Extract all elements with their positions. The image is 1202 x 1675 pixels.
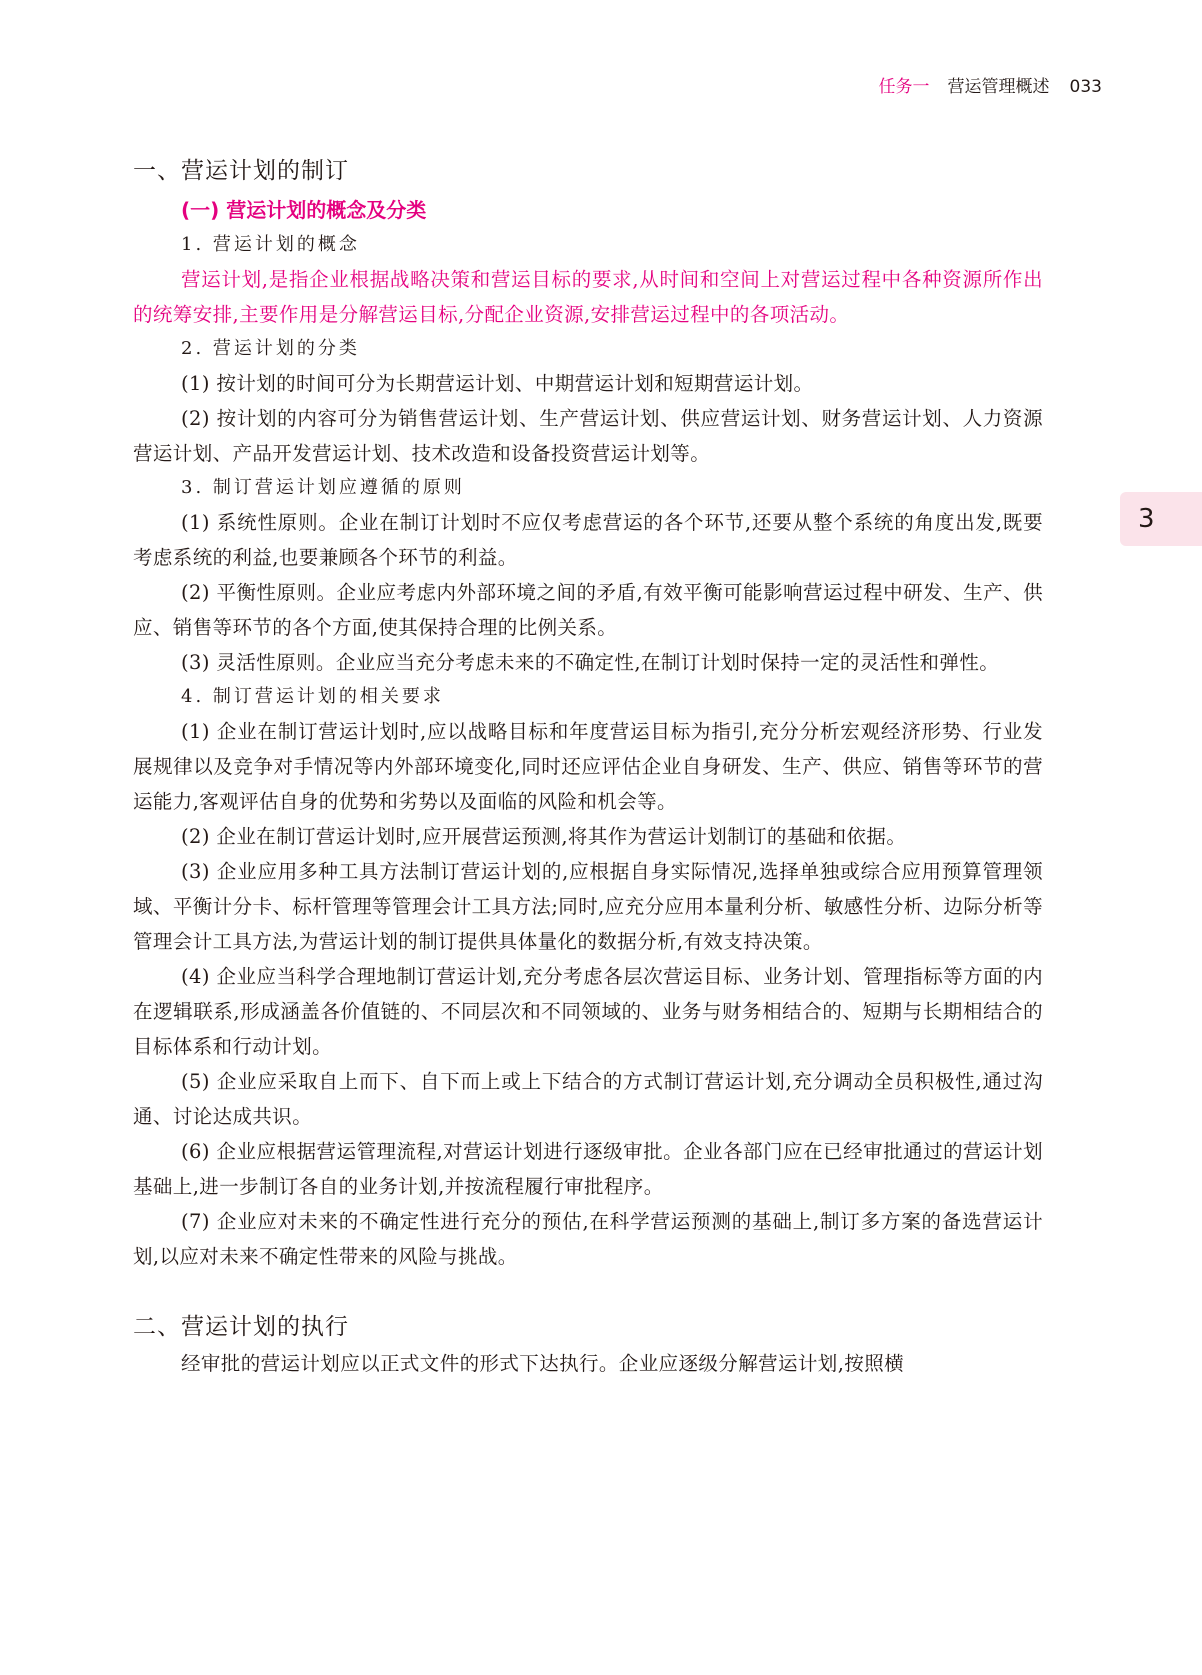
principle-item-1: (1) 系统性原则。企业在制订计划时不应仅考虑营运的各个环节,还要从整个系统的角度出发,既要考虑系统的利益,也要兼顾各个环节的利益。 [133,511,1043,569]
heading-requirements: 4. 制订营运计划的相关要求 [181,686,444,707]
principle-item-3: (3) 灵活性原则。企业应当充分考虑未来的不确定性,在制订计划时保持一定的灵活性和弹性。 [181,651,1000,674]
chapter-side-tab: 3 [1120,492,1202,546]
classification-item-2: (2) 按计划的内容可分为销售营运计划、生产营运计划、供应营运计划、财务营运计划、人力资源营运计划、产品开发营运计划、技术改造和设备投资营运计划等。 [133,407,1043,465]
page-body [133,152,1043,1381]
requirement-item-6: (6) 企业应根据营运管理流程,对营运计划进行逐级审批。企业各部门应在已经审批通过的营运计划基础上,进一步制订各自的业务计划,并按流程履行审批程序。 [133,1140,1043,1198]
classification-item-1: (1) 按计划的时间可分为长期营运计划、中期营运计划和短期营运计划。 [181,372,814,395]
chapter-title: 营运管理概述 [947,77,1050,97]
section-spacer [133,1274,1043,1308]
requirement-item-4: (4) 企业应当科学合理地制订营运计划,充分考虑各层次营运目标、业务计划、管理指标等方面的内在逻辑联系,形成涵盖各价值链的、不同层次和不同领域的、业务与财务相结合的、短期与长期相结合的目标体系和行动计划。 [133,965,1043,1058]
principle-item-2: (2) 平衡性原则。企业应考虑内外部环境之间的矛盾,有效平衡可能影响营运过程中研发、生产、供应、销售等环节的各个方面,使其保持合理的比例关系。 [133,581,1043,639]
heading-principles: 3. 制订营运计划应遵循的原则 [181,477,465,498]
requirement-item-5: (5) 企业应采取自上而下、自下而上或上下结合的方式制订营运计划,充分调动全员积极性,通过沟通、讨论达成共识。 [133,1070,1043,1128]
heading-concept: 1. 营运计划的概念 [181,234,360,255]
heading-classification: 2. 营运计划的分类 [181,338,360,359]
execution-paragraph: 经审批的营运计划应以正式文件的形式下达执行。企业应逐级分解营运计划,按照横 [181,1352,904,1375]
section-2-heading: 二、营运计划的执行 [133,1314,349,1340]
task-label: 任务一 [878,77,930,97]
requirement-item-7: (7) 企业应对未来的不确定性进行充分的预估,在科学营运预测的基础上,制订多方案的备选营运计划,以应对未来不确定性带来的风险与挑战。 [133,1210,1043,1268]
section-1-heading: 一、营运计划的制订 [133,158,349,184]
subsection-1-heading: (一) 营运计划的概念及分类 [181,198,427,222]
running-header [879,76,1102,98]
requirement-item-3: (3) 企业应用多种工具方法制订营运计划的,应根据自身实际情况,选择单独或综合应用预算管理领域、平衡计分卡、标杆管理等管理会计工具方法;同时,应充分应用本量利分析、敏感性分析、边际分析等管理会计工具方法,为营运计划的制订提供具体量化的数据分析,有效支持决策。 [133,860,1043,953]
requirement-item-1: (1) 企业在制订营运计划时,应以战略目标和年度营运目标为指引,充分分析宏观经济形势、行业发展规律以及竞争对手情况等内外部环境变化,同时还应评估企业自身研发、生产、供应、销售等环节的营运能力,客观评估自身的优势和劣势以及面临的风险和机会等。 [133,720,1043,813]
definition-paragraph: 营运计划,是指企业根据战略决策和营运目标的要求,从时间和空间上对营运过程中各种资源所作出的统筹安排,主要作用是分解营运目标,分配企业资源,安排营运过程中的各项活动。 [133,268,1043,326]
requirement-item-2: (2) 企业在制订营运计划时,应开展营运预测,将其作为营运计划制订的基础和依据。 [181,825,907,848]
page-number: 033 [1069,77,1102,97]
